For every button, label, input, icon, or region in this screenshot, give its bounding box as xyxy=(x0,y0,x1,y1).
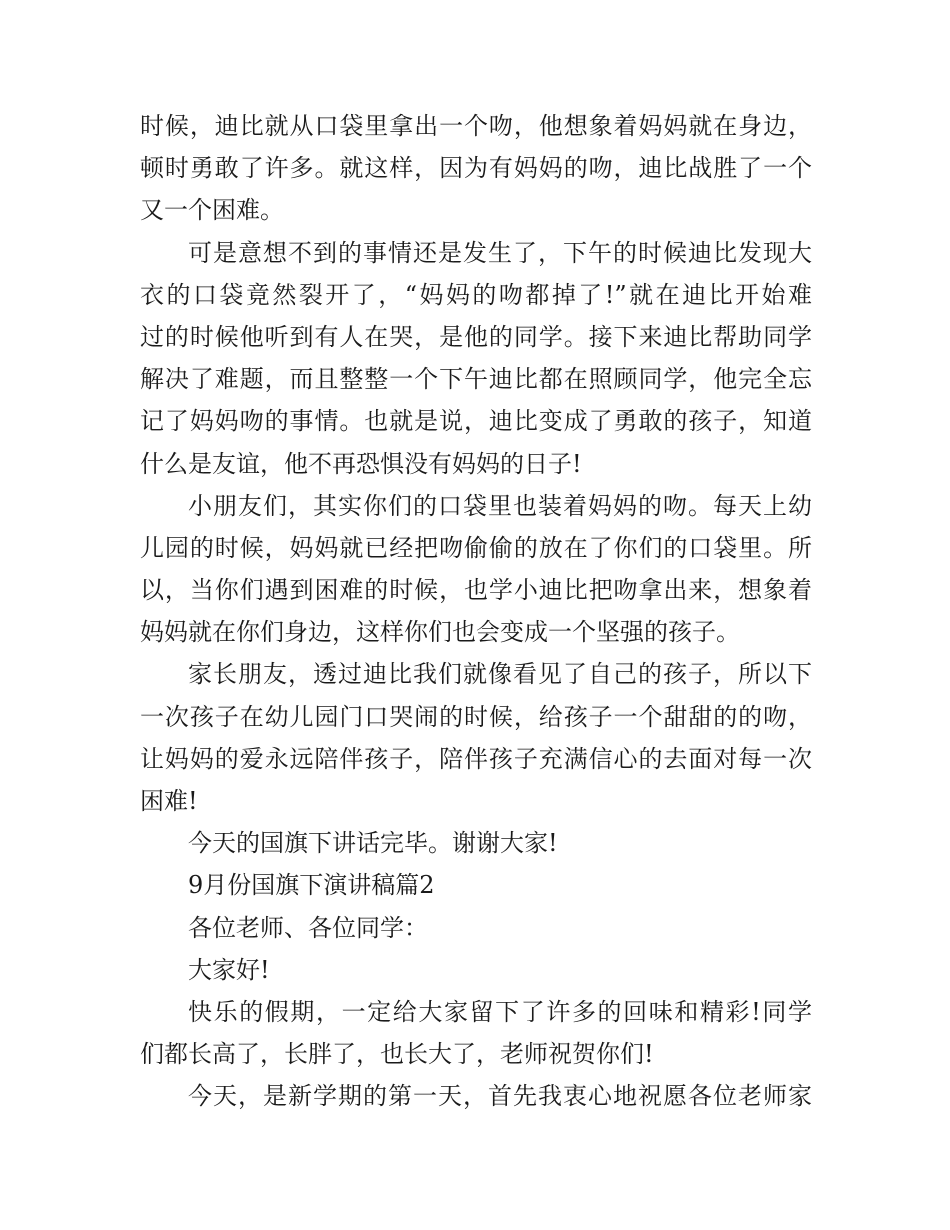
text-line: 妈妈就在你们身边，这样你们也会变成一个坚强的孩子。 xyxy=(140,618,740,647)
greeting-line: 大家好! xyxy=(188,955,270,984)
text-line: 一次孩子在幼儿园门口哭闹的时候，给孩子一个甜甜的的吻， xyxy=(140,702,812,731)
document-page xyxy=(140,105,812,1118)
paragraph-start-line: 今天，是新学期的第一天，首先我衷心地祝愿各位老师家 xyxy=(188,1082,812,1111)
text-line: 又一个困难。 xyxy=(140,196,284,225)
paragraph-start-line: 可是意想不到的事情还是发生了，下午的时候迪比发现大 xyxy=(188,238,812,267)
paragraph-start-line: 小朋友们，其实你们的口袋里也装着妈妈的吻。每天上幼 xyxy=(188,491,812,520)
text-line: 时候，迪比就从口袋里拿出一个吻，他想象着妈妈就在身边， xyxy=(140,112,812,140)
text-line: 顿时勇敢了许多。就这样，因为有妈妈的吻，迪比战胜了一个 xyxy=(140,154,812,183)
text-line: 过的时候他听到有人在哭，是他的同学。接下来迪比帮助同学 xyxy=(140,322,812,351)
text-line: 衣的口袋竟然裂开了，“妈妈的吻都掉了!”就在迪比开始难 xyxy=(140,280,812,309)
text-line: 解决了难题，而且整整一个下午迪比都在照顾同学，他完全忘 xyxy=(140,365,812,394)
text-line: 什么是友谊，他不再恐惧没有妈妈的日子! xyxy=(140,449,582,478)
paragraph-start-line: 今天的国旗下讲话完毕。谢谢大家! xyxy=(188,829,558,858)
text-line: 儿园的时候，妈妈就已经把吻偷偷的放在了你们的口袋里。所 xyxy=(140,533,812,562)
text-line: 们都长高了，长胖了，也长大了，老师祝贺你们! xyxy=(140,1040,654,1069)
text-line: 困难! xyxy=(140,787,198,815)
paragraph-start-line: 家长朋友，透过迪比我们就像看见了自己的孩子，所以下 xyxy=(188,660,812,689)
text-line: 以，当你们遇到困难的时候，也学小迪比把吻拿出来，想象着 xyxy=(140,576,812,605)
text-line: 记了妈妈吻的事情。也就是说，迪比变成了勇敢的孩子，知道 xyxy=(140,407,812,436)
salutation-line: 各位老师、各位同学： xyxy=(188,913,428,942)
section-heading: 9月份国旗下演讲稿篇2 xyxy=(188,871,435,900)
paragraph-start-line: 快乐的假期，一定给大家留下了许多的回味和精彩!同学 xyxy=(188,997,812,1026)
text-line: 让妈妈的爱永远陪伴孩子，陪伴孩子充满信心的去面对每一次 xyxy=(140,744,812,773)
